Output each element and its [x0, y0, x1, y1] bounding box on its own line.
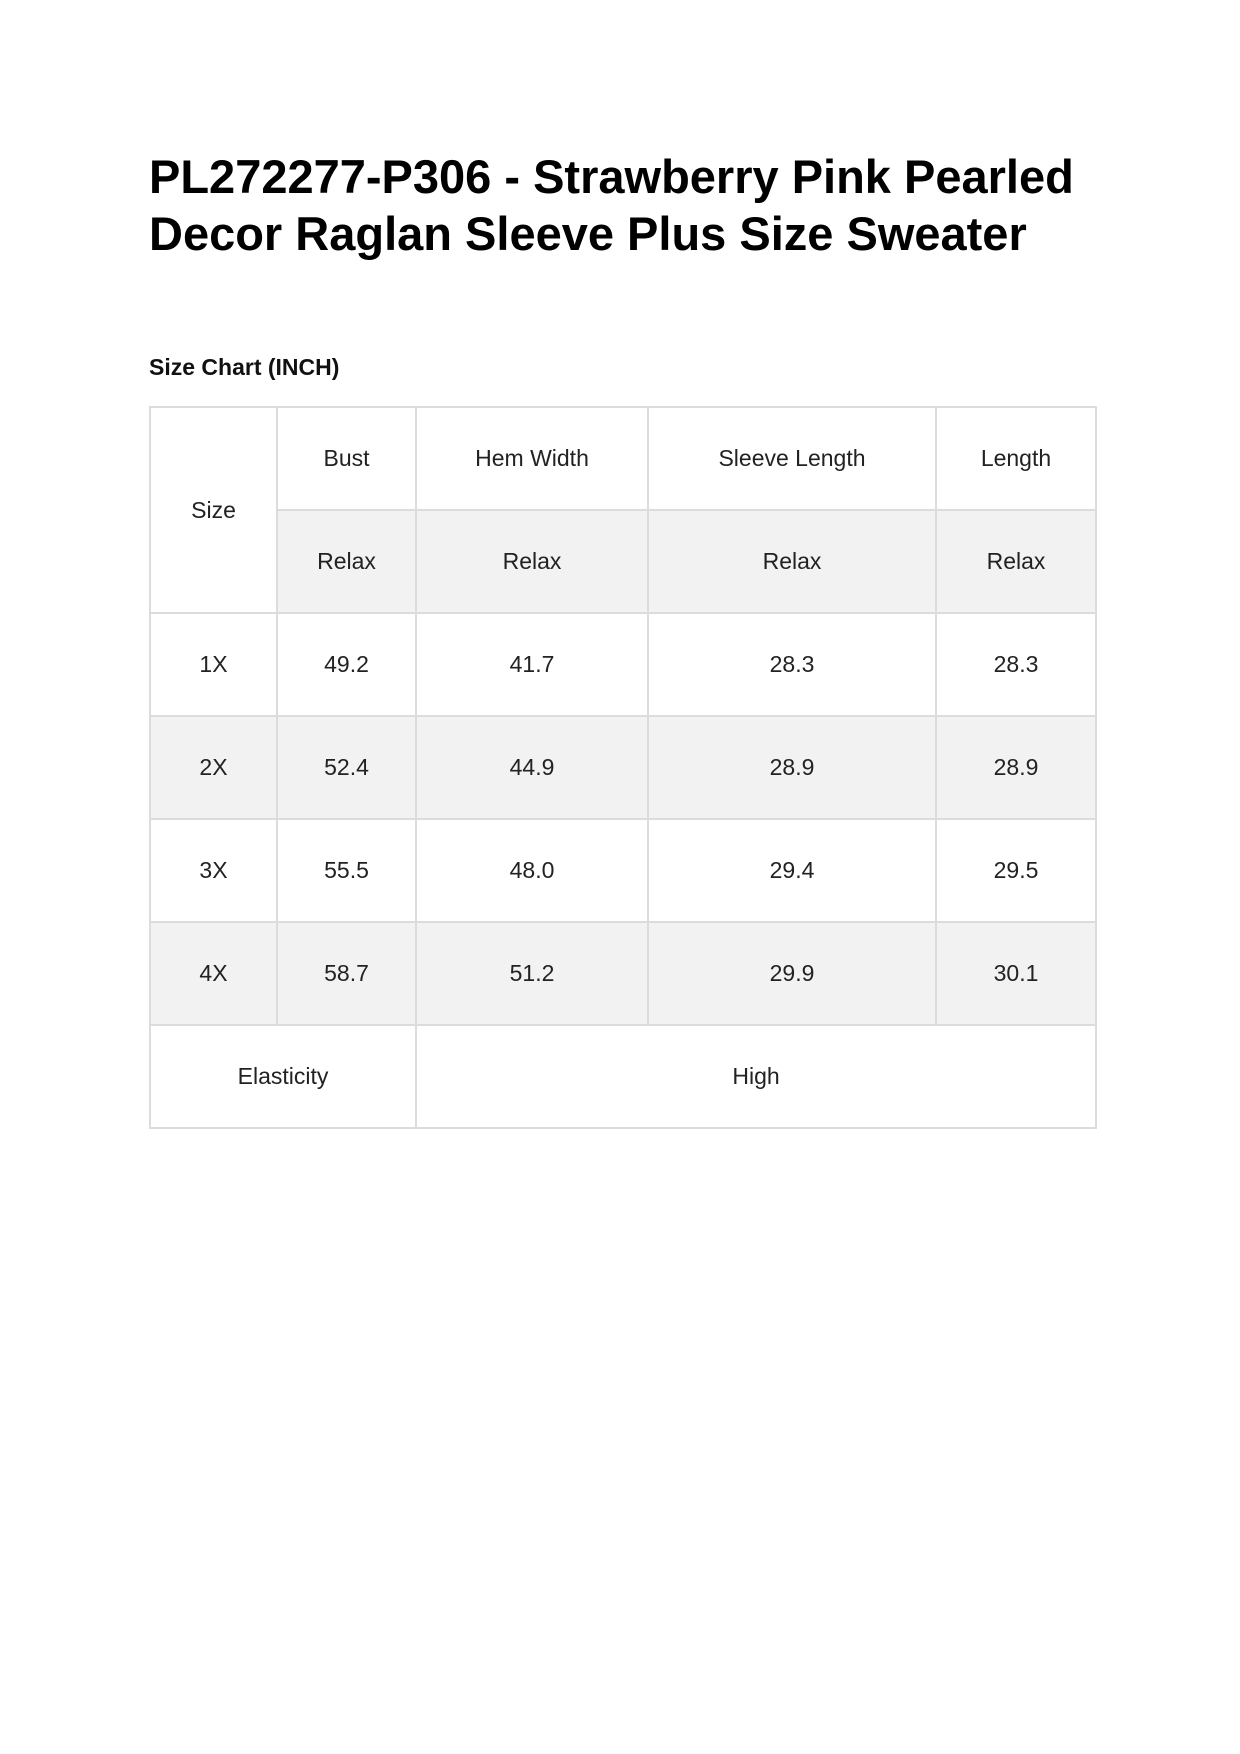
- size-chart-heading: Size Chart (INCH): [149, 354, 340, 380]
- hem-width-cell: 41.7: [416, 613, 648, 716]
- subheader-hem-width: Relax: [416, 510, 648, 613]
- sleeve-length-cell: 29.4: [648, 819, 936, 922]
- length-cell: 28.9: [936, 716, 1096, 819]
- table-row: [150, 819, 1096, 922]
- bust-cell: 49.2: [277, 613, 416, 716]
- size-cell: 1X: [150, 613, 277, 716]
- hem-width-cell: 48.0: [416, 819, 648, 922]
- table-header-row: [150, 407, 1096, 510]
- size-chart-table: [149, 406, 1097, 1129]
- length-cell: 30.1: [936, 922, 1096, 1025]
- bust-cell: 55.5: [277, 819, 416, 922]
- size-cell: 2X: [150, 716, 277, 819]
- size-cell: 4X: [150, 922, 277, 1025]
- sleeve-length-cell: 28.9: [648, 716, 936, 819]
- table-subheader-row: [150, 510, 1096, 613]
- subheader-sleeve-length: Relax: [648, 510, 936, 613]
- subheader-bust: Relax: [277, 510, 416, 613]
- length-cell: 29.5: [936, 819, 1096, 922]
- column-header-length: Length: [936, 407, 1096, 510]
- table-row: [150, 716, 1096, 819]
- bust-cell: 52.4: [277, 716, 416, 819]
- column-header-sleeve-length: Sleeve Length: [648, 407, 936, 510]
- column-header-hem-width: Hem Width: [416, 407, 648, 510]
- column-header-bust: Bust: [277, 407, 416, 510]
- sleeve-length-cell: 28.3: [648, 613, 936, 716]
- sleeve-length-cell: 29.9: [648, 922, 936, 1025]
- table-row: [150, 613, 1096, 716]
- elasticity-label: Elasticity: [150, 1025, 416, 1128]
- length-cell: 28.3: [936, 613, 1096, 716]
- hem-width-cell: 51.2: [416, 922, 648, 1025]
- table-row: [150, 922, 1096, 1025]
- size-column-header: Size: [150, 407, 277, 613]
- size-cell: 3X: [150, 819, 277, 922]
- bust-cell: 58.7: [277, 922, 416, 1025]
- elasticity-value: High: [416, 1025, 1096, 1128]
- subheader-length: Relax: [936, 510, 1096, 613]
- page-title: PL272277-P306 - Strawberry Pink Pearled Decor Raglan Sleeve Plus Size Sweater: [149, 150, 1074, 260]
- hem-width-cell: 44.9: [416, 716, 648, 819]
- table-footer-row: [150, 1025, 1096, 1128]
